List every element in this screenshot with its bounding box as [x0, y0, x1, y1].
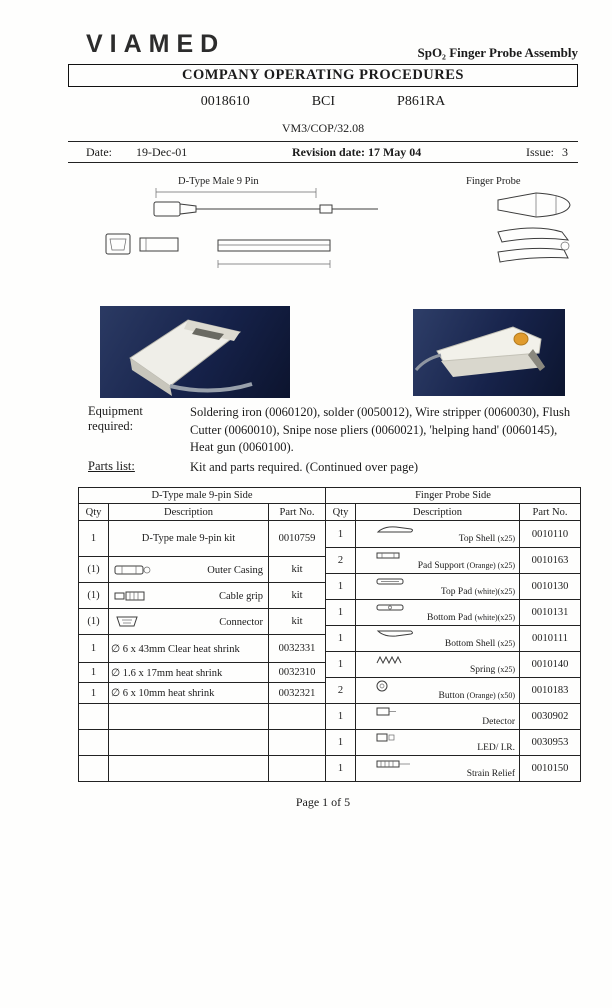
- part-cell: [269, 756, 326, 782]
- finger-probe-image: [413, 309, 565, 396]
- revision-date: Revision date: 17 May 04: [291, 144, 422, 159]
- part-name: Spring: [469, 664, 496, 675]
- qty-cell: 1: [326, 652, 356, 678]
- table-row: [326, 678, 581, 704]
- part-note: (x25): [497, 534, 515, 544]
- page-number: Page 1 of 5: [295, 795, 351, 809]
- part-cell: 0032310: [269, 663, 326, 683]
- desc-cell: [356, 730, 520, 756]
- code-mid: BCI: [311, 94, 336, 109]
- desc-cell: [356, 548, 520, 574]
- part-cell: kit: [269, 557, 326, 583]
- part-cell: [269, 704, 326, 730]
- part-name: Top Shell: [458, 534, 496, 545]
- table-row-empty: [79, 704, 326, 730]
- desc-cell: [356, 521, 520, 548]
- desc-cell: [356, 600, 520, 626]
- document-title: COMPANY OPERATING PROCEDURES: [68, 64, 578, 87]
- dtype-connector-image: [100, 306, 290, 398]
- desc-cell: [356, 678, 520, 704]
- desc-cell: ∅ 6 x 43mm Clear heat shrink: [109, 635, 269, 663]
- parts-list-section: [88, 459, 580, 477]
- part-cell: 0010110: [520, 521, 581, 548]
- desc-cell: D-Type male 9-pin kit: [109, 521, 269, 557]
- qty-header: Qty: [79, 504, 109, 521]
- part-note: (x25): [497, 664, 515, 674]
- table-header-row: [326, 504, 581, 521]
- desc-cell: [109, 730, 269, 756]
- technical-drawing: [68, 168, 578, 302]
- part-cell: 0010111: [520, 626, 581, 652]
- part-cell: 0010130: [520, 574, 581, 600]
- part-name: Bottom Shell: [444, 638, 496, 649]
- desc-cell: [356, 756, 520, 782]
- desc-cell: [356, 704, 520, 730]
- connector-icon: [114, 615, 140, 628]
- table-row-empty: [79, 730, 326, 756]
- table-row: [326, 626, 581, 652]
- issue-value: 3: [562, 144, 568, 159]
- part-cell: 0010183: [520, 678, 581, 704]
- table-row: [79, 635, 326, 663]
- cable-assembly-drawing: [68, 168, 578, 302]
- qty-cell: 1: [326, 756, 356, 782]
- qty-cell: 1: [326, 730, 356, 756]
- part-note: (Orange) (x25): [466, 560, 515, 570]
- part-cell: 0010140: [520, 652, 581, 678]
- left-table-title: D-Type male 9-pin Side: [79, 488, 326, 504]
- document-reference: VM3/COP/32.08: [281, 121, 365, 135]
- qty-cell: (1): [79, 609, 109, 635]
- dtype-side-table: [78, 487, 326, 782]
- part-note: (x25): [497, 638, 515, 648]
- partno-header: Part No.: [520, 504, 581, 521]
- finger-probe-side-table: [325, 487, 581, 782]
- desc-label: Cable grip: [218, 590, 263, 602]
- desc-label: Connector: [219, 617, 263, 628]
- qty-cell: 1: [326, 521, 356, 548]
- part-name: Top Pad: [440, 586, 473, 597]
- parts-list-label: Parts list:: [88, 459, 135, 473]
- table-row: [79, 521, 326, 557]
- finger-probe-photo: [413, 309, 565, 396]
- part-cell: 0032331: [269, 635, 326, 663]
- table-row: [79, 683, 326, 704]
- description-header: Description: [356, 504, 520, 521]
- equipment-text: Soldering iron (0060120), solder (0050012), Wire stripper (0060030), Flush Cutter (0060010), Snipe nose pliers (0060021), 'helping hand' (0060145), Heat gun (0060100).: [190, 405, 571, 454]
- dtype-label: D-Type Male 9 Pin: [178, 176, 259, 187]
- desc-label: Outer Casing: [207, 564, 263, 576]
- part-note: (white)(x25): [474, 612, 515, 622]
- desc-cell: ∅ 6 x 10mm heat shrink: [109, 683, 269, 704]
- date-value: 19-Dec-01: [136, 144, 188, 159]
- part-cell: 0010163: [520, 548, 581, 574]
- parts-table: [78, 487, 580, 782]
- right-table-title: Finger Probe Side: [326, 488, 581, 504]
- qty-cell: [79, 756, 109, 782]
- desc-cell: [109, 583, 269, 609]
- desc-cell: [356, 574, 520, 600]
- qty-cell: 1: [79, 683, 109, 704]
- qty-cell: (1): [79, 583, 109, 609]
- qty-cell: (1): [79, 557, 109, 583]
- part-note: (white)(x25): [474, 586, 515, 596]
- code-right: P861RA: [397, 94, 446, 109]
- table-row-empty: [79, 756, 326, 782]
- table-row: [79, 557, 326, 583]
- table-row: [326, 652, 581, 678]
- part-cell: 0030902: [520, 704, 581, 730]
- table-row: [79, 663, 326, 683]
- table-section-title: [326, 488, 581, 504]
- part-name: Button: [438, 690, 465, 701]
- qty-cell: 1: [326, 600, 356, 626]
- qty-cell: 1: [326, 626, 356, 652]
- qty-cell: 2: [326, 548, 356, 574]
- desc-cell: [109, 609, 269, 635]
- table-row: [79, 609, 326, 635]
- date-row: [68, 141, 578, 163]
- table-row: [326, 756, 581, 782]
- table-row: [326, 704, 581, 730]
- part-cell: [269, 730, 326, 756]
- equipment-label: Equipment required:: [88, 404, 143, 433]
- table-section-title: [79, 488, 326, 504]
- equipment-section: [88, 404, 580, 457]
- table-header-row: [79, 504, 326, 521]
- table-row: [326, 730, 581, 756]
- qty-cell: 1: [326, 574, 356, 600]
- partno-header: Part No.: [269, 504, 326, 521]
- desc-cell: [356, 652, 520, 678]
- qty-cell: 1: [79, 521, 109, 557]
- qty-cell: [79, 704, 109, 730]
- qty-cell: 1: [79, 663, 109, 683]
- code-row: [68, 94, 578, 110]
- parts-list-text: Kit and parts required. (Continued over page): [190, 460, 419, 474]
- part-cell: 0010131: [520, 600, 581, 626]
- part-name: Strain Relief: [466, 768, 515, 779]
- part-note: (Orange) (x50): [466, 690, 515, 700]
- code-left: 0018610: [200, 94, 250, 109]
- dtype-connector-photo: [100, 306, 290, 398]
- part-name: Pad Support: [417, 560, 465, 571]
- finger-probe-label: Finger Probe: [466, 176, 521, 187]
- part-cell: 0030953: [520, 730, 581, 756]
- part-name: Detector: [482, 716, 515, 727]
- part-name: Bottom Pad: [427, 612, 473, 623]
- part-cell: 0010150: [520, 756, 581, 782]
- description-header: Description: [109, 504, 269, 521]
- product-title: SpO₂ Finger Probe Assembly: [417, 45, 578, 60]
- desc-cell: [109, 557, 269, 583]
- cable-grip-icon: [114, 590, 148, 602]
- desc-cell: ∅ 1.6 x 17mm heat shrink: [109, 663, 269, 683]
- date-label: Date:: [86, 144, 112, 159]
- desc-cell: [109, 704, 269, 730]
- qty-header: Qty: [326, 504, 356, 521]
- desc-cell: [356, 626, 520, 652]
- table-row: [79, 583, 326, 609]
- qty-cell: 1: [326, 704, 356, 730]
- table-row: [326, 574, 581, 600]
- qty-cell: 2: [326, 678, 356, 704]
- table-row: [326, 600, 581, 626]
- table-row: [326, 548, 581, 574]
- part-cell: kit: [269, 583, 326, 609]
- table-row: [326, 521, 581, 548]
- part-cell: kit: [269, 609, 326, 635]
- qty-cell: [79, 730, 109, 756]
- outer-casing-icon: [114, 564, 152, 576]
- desc-cell: [109, 756, 269, 782]
- issue-label: Issue:: [526, 144, 554, 159]
- qty-cell: 1: [79, 635, 109, 663]
- part-cell: 0032321: [269, 683, 326, 704]
- part-name: LED/ I.R.: [477, 742, 515, 753]
- part-cell: 0010759: [269, 521, 326, 557]
- viamed-logo: VIAMED: [86, 30, 226, 58]
